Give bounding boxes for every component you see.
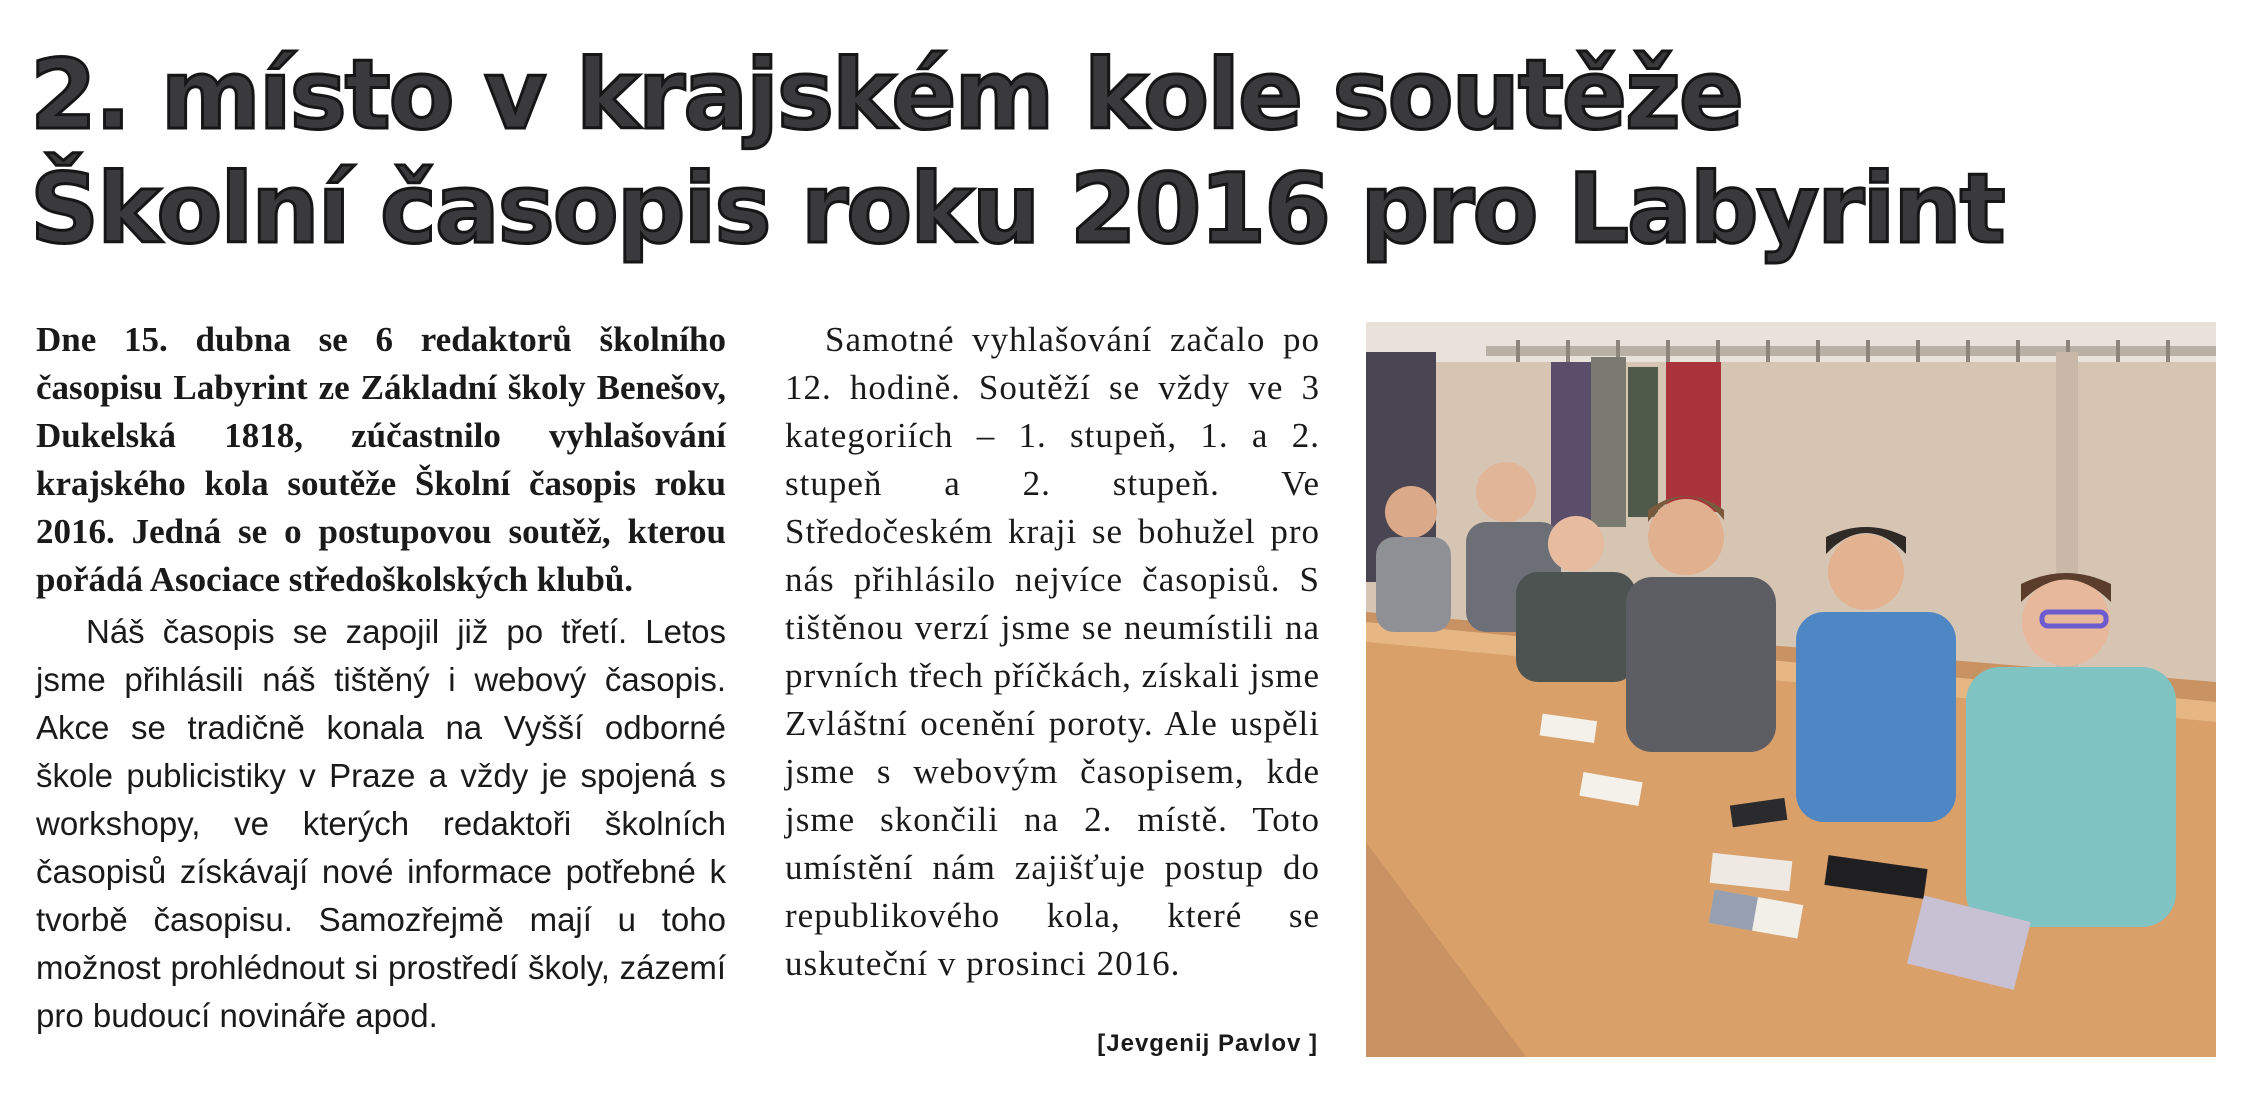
lead-paragraph: Dne 15. dubna se 6 redaktorů školního časopisu Labyrint ze Základní školy Benešov, Dukelská 1818, zúčastnilo vyhlašování krajského kola soutěže Školní časopis roku 2016. Jedná se o postupovou soutěž, kterou pořádá Asociace středoškolských klubů. [36, 320, 726, 599]
article-column-2 [785, 316, 1320, 988]
headline [30, 38, 2230, 266]
headline-line-1: 2. místo v krajském kole soutěže [30, 39, 1742, 151]
headline-line-2: Školní časopis roku 2016 pro Labyrint [30, 153, 2004, 265]
article-column-1 [36, 316, 726, 1040]
body-paragraph-1: Náš časopis se zapojil již po třetí. Letos jsme přihlásili náš tištěný i webový časopis. Akce se tradičně konala na Vyšší odborné škole publicistiky v Praze a vždy je spojená s workshopy, ve kterých redaktoři školních časopisů získávají nové informace potřebné k tvorbě časopisu. Samozřejmě mají u toho možnost prohlédnout si prostředí školy, zázemí pro budoucí novináře apod. [36, 613, 726, 1034]
author-byline: [Jevgenij Pavlov ] [1097, 1030, 1318, 1057]
body-paragraph-2: Samotné vyhlašování začalo po 12. hodině. Soutěží se vždy ve 3 kategoriích – 1. stupeň, 1. a 2. stupeň a 2. stupeň. Ve Středočeském kraji se bohužel pro nás přihlásilo nejvíce časopisů. S tištěnou verzí jsme se neumístili na prvních třech příčkách, získali jsme Zvláštní ocenění poroty. Ale uspěli jsme s webovým časopisem, kde jsme skončili na 2. místě. Toto umístění nám zajišťuje postup do republikového kola, které se uskuteční v prosinci 2016. [785, 320, 1320, 983]
classroom-photo-illustration [1366, 322, 2216, 1057]
article-photo [1366, 322, 2216, 1057]
